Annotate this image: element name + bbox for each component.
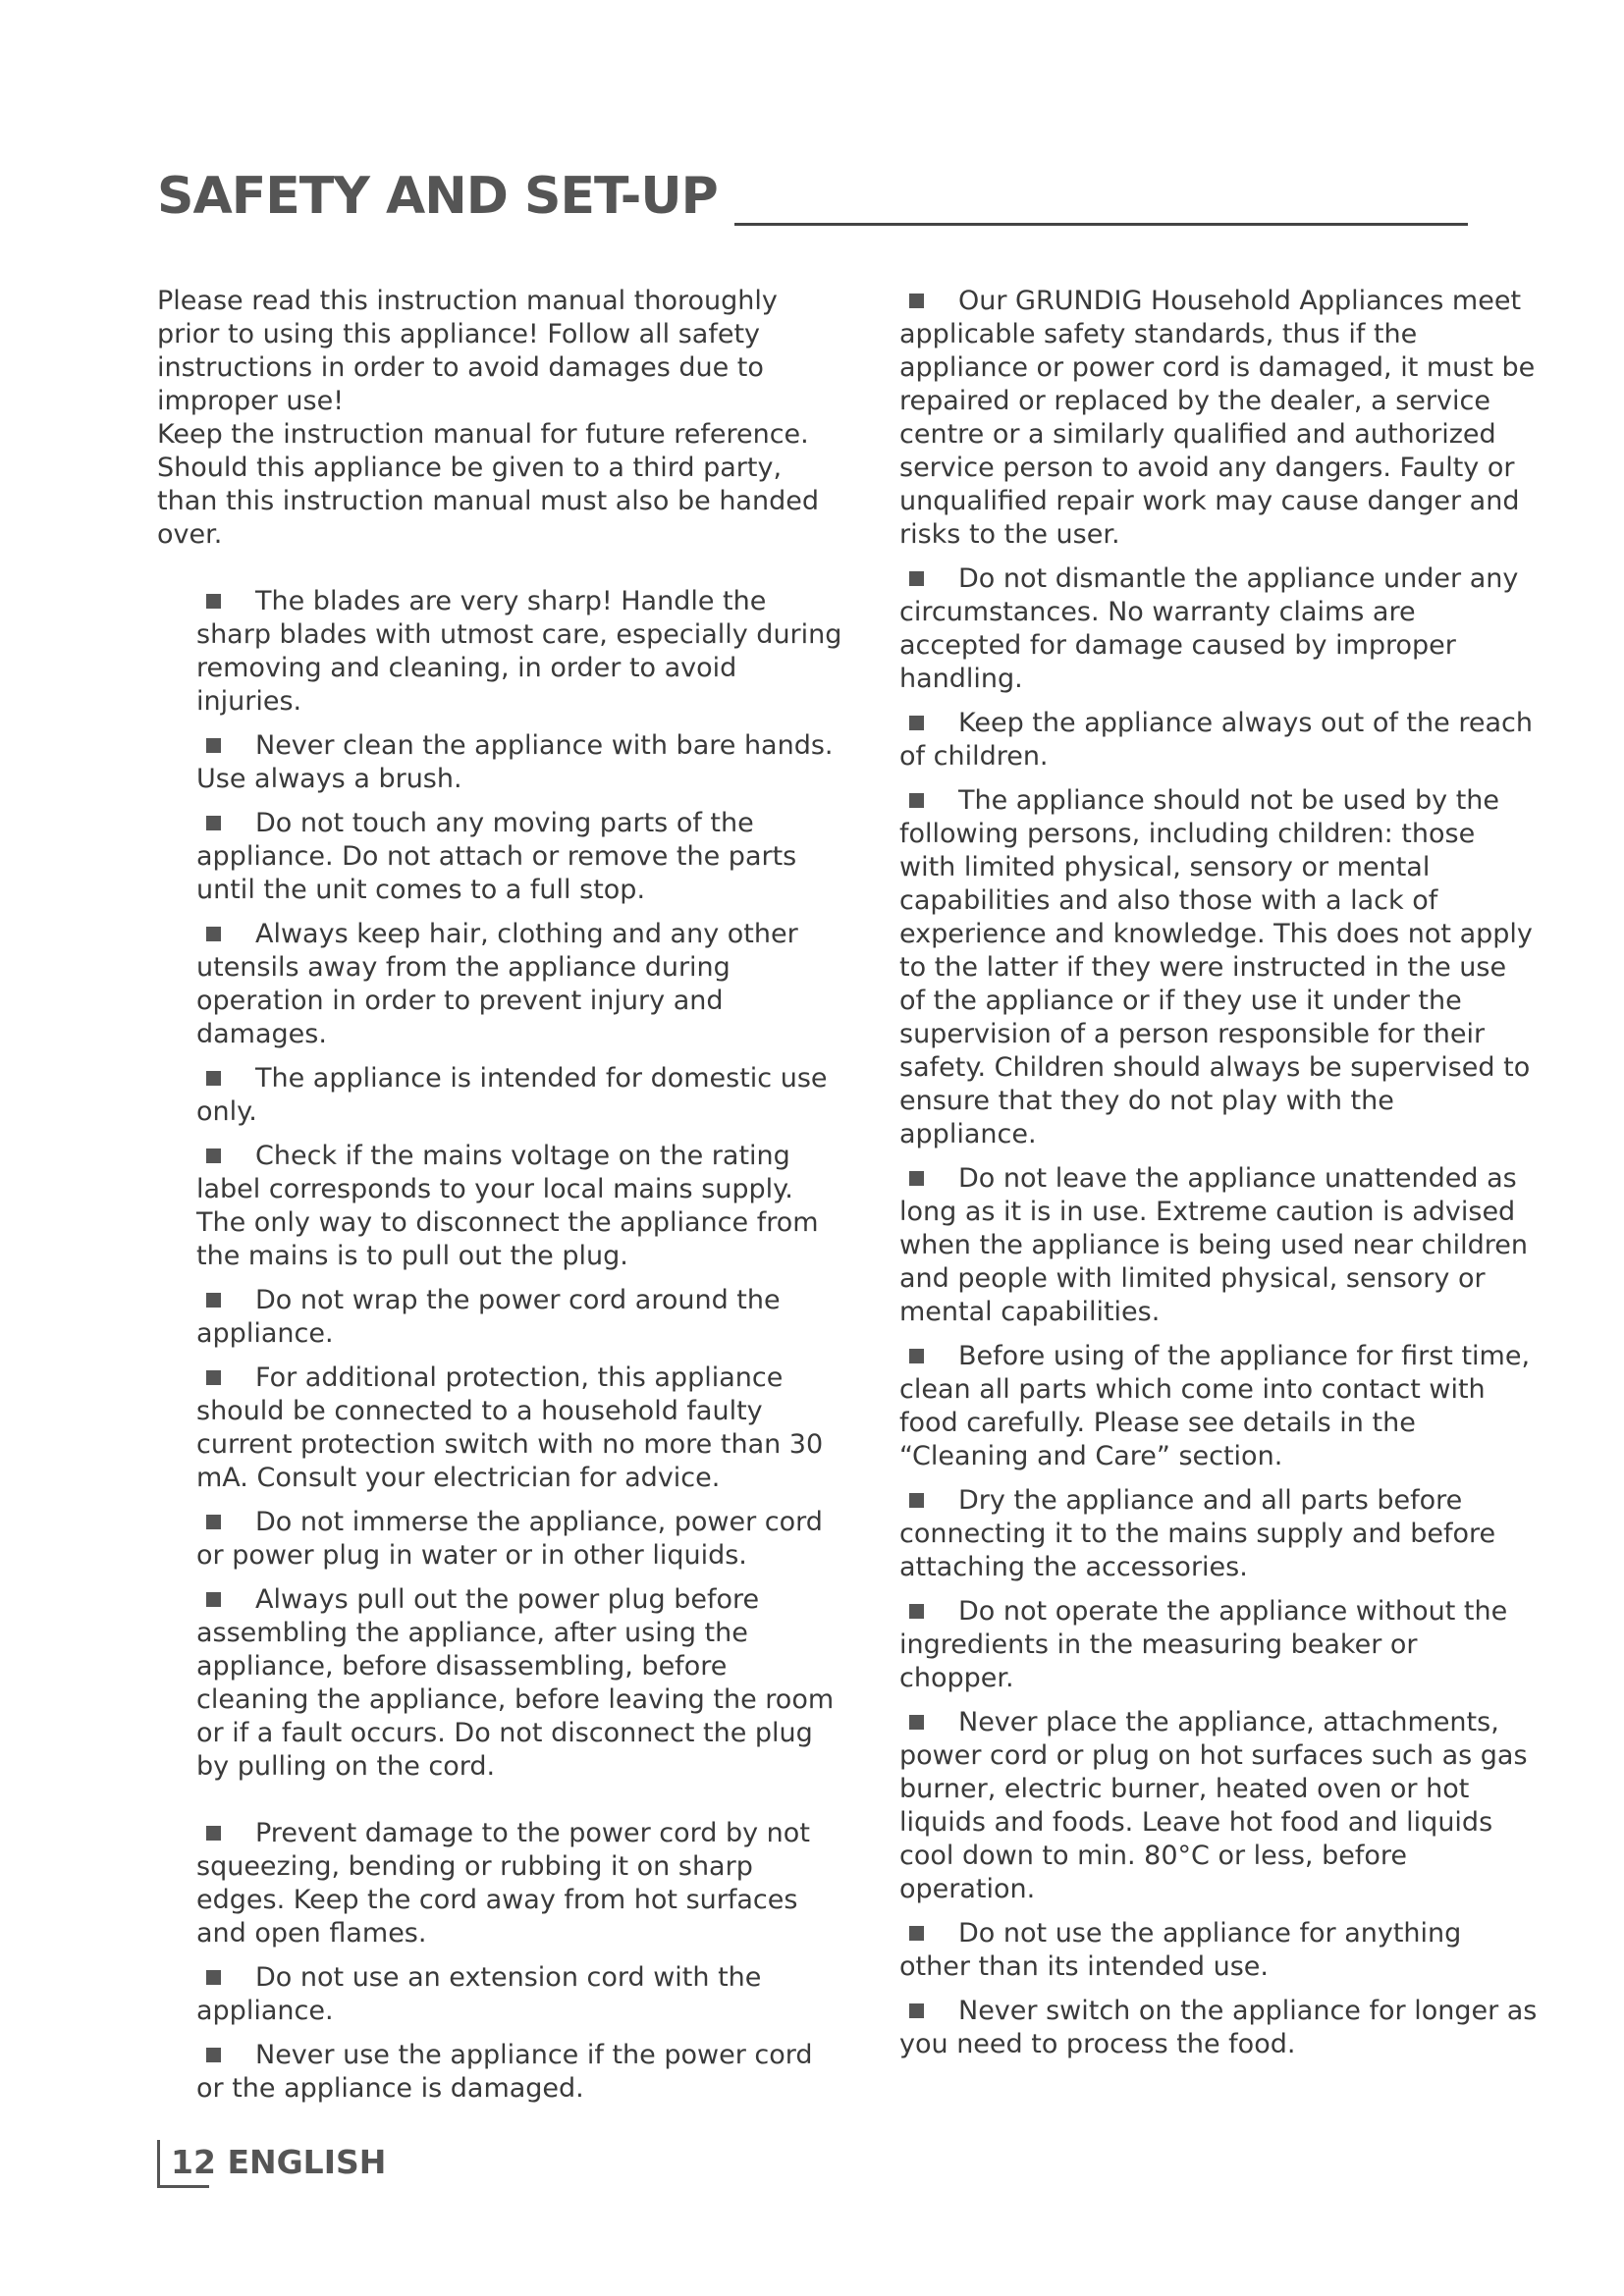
list-item [196, 807, 844, 907]
list-item [899, 1340, 1538, 1473]
list-item-text: The blades are very sharp! Handle the sharp blades with utmost care, especially during removing and cleaning, in order to avoid injuries. [196, 586, 842, 717]
list-item-text: Check if the mains voltage on the rating label corresponds to your local mains supply. The only way to disconnect the appliance from the mains is to pull out the plug. [196, 1141, 819, 1271]
list-item-text: Do not touch any moving parts of the appliance. Do not attach or remove the parts until the unit comes to a full stop. [196, 808, 797, 905]
square-bullet-icon [206, 1293, 221, 1308]
square-bullet-icon [206, 1970, 221, 1985]
left-column [157, 285, 844, 2116]
list-item-text: Never use the appliance if the power cord or the appliance is damaged. [196, 2040, 813, 2104]
list-item-text: Before using of the appliance for first time, clean all parts which come into contact with food carefully. Please see details in the “Cleaning and Care” section. [899, 1341, 1531, 1471]
square-bullet-icon [909, 1171, 924, 1186]
intro-text [157, 285, 844, 552]
square-bullet-icon [206, 1148, 221, 1163]
square-bullet-icon [206, 594, 221, 609]
list-item [196, 729, 844, 796]
list-item [196, 1362, 844, 1495]
intro-paragraph: Keep the instruction manual for future reference. Should this appliance be given to a third party, than this instruction manual must also be handed over. [157, 419, 819, 550]
list-item [899, 1706, 1538, 1906]
square-bullet-icon [206, 1370, 221, 1385]
square-bullet-icon [206, 816, 221, 830]
list-item [899, 784, 1538, 1151]
square-bullet-icon [909, 1926, 924, 1941]
list-item [899, 562, 1538, 696]
list-item [899, 1484, 1538, 1584]
intro-paragraph: Please read this instruction manual thoroughly prior to using this appliance! Follow all safety instructions in order to avoid damages due to improper use! [157, 286, 778, 416]
list-item [196, 1506, 844, 1573]
list-item-text: The appliance is intended for domestic use only. [196, 1063, 828, 1127]
list-item [196, 1961, 844, 2028]
list-item [196, 1140, 844, 1273]
list-item [899, 1917, 1538, 1984]
list-item [196, 1284, 844, 1351]
square-bullet-icon [206, 2048, 221, 2062]
list-item-text: Do not use an extension cord with the appliance. [196, 1962, 762, 2026]
square-bullet-icon [206, 1592, 221, 1607]
list-item-text: Do not use the appliance for anything other than its intended use. [899, 1918, 1462, 1982]
list-item [899, 285, 1538, 552]
page-title: SAFETY AND SET-UP [157, 167, 718, 226]
list-item [196, 918, 844, 1051]
square-bullet-icon [909, 294, 924, 308]
page-number: 12 [171, 2143, 216, 2181]
square-bullet-icon [909, 1715, 924, 1730]
list-item-text: For additional protection, this appliance should be connected to a household faulty current protection switch with no more than 30 mA. Consult your electrician for advice. [196, 1362, 824, 1493]
list-item-text: Never clean the appliance with bare hands. Use always a brush. [196, 730, 834, 794]
square-bullet-icon [909, 571, 924, 586]
square-bullet-icon [909, 793, 924, 808]
list-item-text: Prevent damage to the power cord by not squeezing, bending or rubbing it on sharp edges. Keep the cord away from hot surfaces and open flames. [196, 1818, 810, 1949]
list-item-text: Always pull out the power plug before assembling the appliance, after using the appliance, before disassembling, before cleaning the appliance, before leaving the room or if a fault occurs. Do not disconnect the plug by pulling on the cord. [196, 1584, 835, 1782]
list-item [196, 1817, 844, 1950]
list-item [196, 2039, 844, 2106]
square-bullet-icon [909, 1604, 924, 1619]
square-bullet-icon [206, 1826, 221, 1841]
square-bullet-icon [206, 738, 221, 753]
list-item-text: Do not leave the appliance unattended as long as it is in use. Extreme caution is advised when the appliance is being used near children and people with limited physical, sensory or mental capabilities. [899, 1163, 1528, 1327]
right-column [899, 285, 1538, 2072]
square-bullet-icon [909, 1493, 924, 1508]
footer-language: ENGLISH [227, 2143, 387, 2181]
list-item-text: Never place the appliance, attachments, power cord or plug on hot surfaces such as gas burner, electric burner, heated oven or hot liquids and foods. Leave hot food and liquids cool down to min. 80°C or less, before operation. [899, 1707, 1528, 1904]
square-bullet-icon [909, 2003, 924, 2018]
left-bullet-list [196, 585, 844, 2106]
list-item-text: Keep the appliance always out of the reach of children. [899, 708, 1533, 772]
title-rule [734, 223, 1468, 226]
square-bullet-icon [909, 1349, 924, 1363]
list-item-text: Do not immerse the appliance, power cord or power plug in water or in other liquids. [196, 1507, 823, 1571]
list-item [899, 707, 1538, 774]
list-item [196, 585, 844, 719]
square-bullet-icon [206, 1515, 221, 1529]
list-item-text: Do not dismantle the appliance under any circumstances. No warranty claims are accepted for damage caused by improper handling. [899, 563, 1519, 694]
list-item-text: Dry the appliance and all parts before connecting it to the mains supply and before attaching the accessories. [899, 1485, 1496, 1582]
square-bullet-icon [206, 927, 221, 941]
list-item [899, 1995, 1538, 2061]
square-bullet-icon [909, 716, 924, 730]
list-item-text: Our GRUNDIG Household Appliances meet applicable safety standards, thus if the appliance or power cord is damaged, it must be repaired or replaced by the dealer, a service centre or a similarly qualified and authorized service person to avoid any dangers. Faulty or unqualified repair work may cause danger and risks to the user. [899, 286, 1536, 550]
list-item-text: Never switch on the appliance for longer as you need to process the food. [899, 1996, 1538, 2059]
list-item-text: Do not wrap the power cord around the appliance. [196, 1285, 781, 1349]
square-bullet-icon [206, 1071, 221, 1086]
list-item [196, 1583, 844, 1784]
list-item [899, 1162, 1538, 1329]
list-item [899, 1595, 1538, 1695]
footer-label [171, 2142, 386, 2183]
list-item [196, 1062, 844, 1129]
list-item-text: Always keep hair, clothing and any other utensils away from the appliance during operation in order to prevent injury and damages. [196, 919, 798, 1049]
list-item-text: Do not operate the appliance without the ingredients in the measuring beaker or chopper. [899, 1596, 1508, 1693]
list-item-text: The appliance should not be used by the following persons, including children: those with limited physical, sensory or mental capabilities and also those with a lack of experience and knowledge. This does not apply to the latter if they were instructed in the use of the appliance or if they use it under the supervision of a person responsible for their safety. Children should always be supervised to ensure that they do not play with the appliance. [899, 785, 1533, 1149]
page-header [157, 162, 1468, 231]
